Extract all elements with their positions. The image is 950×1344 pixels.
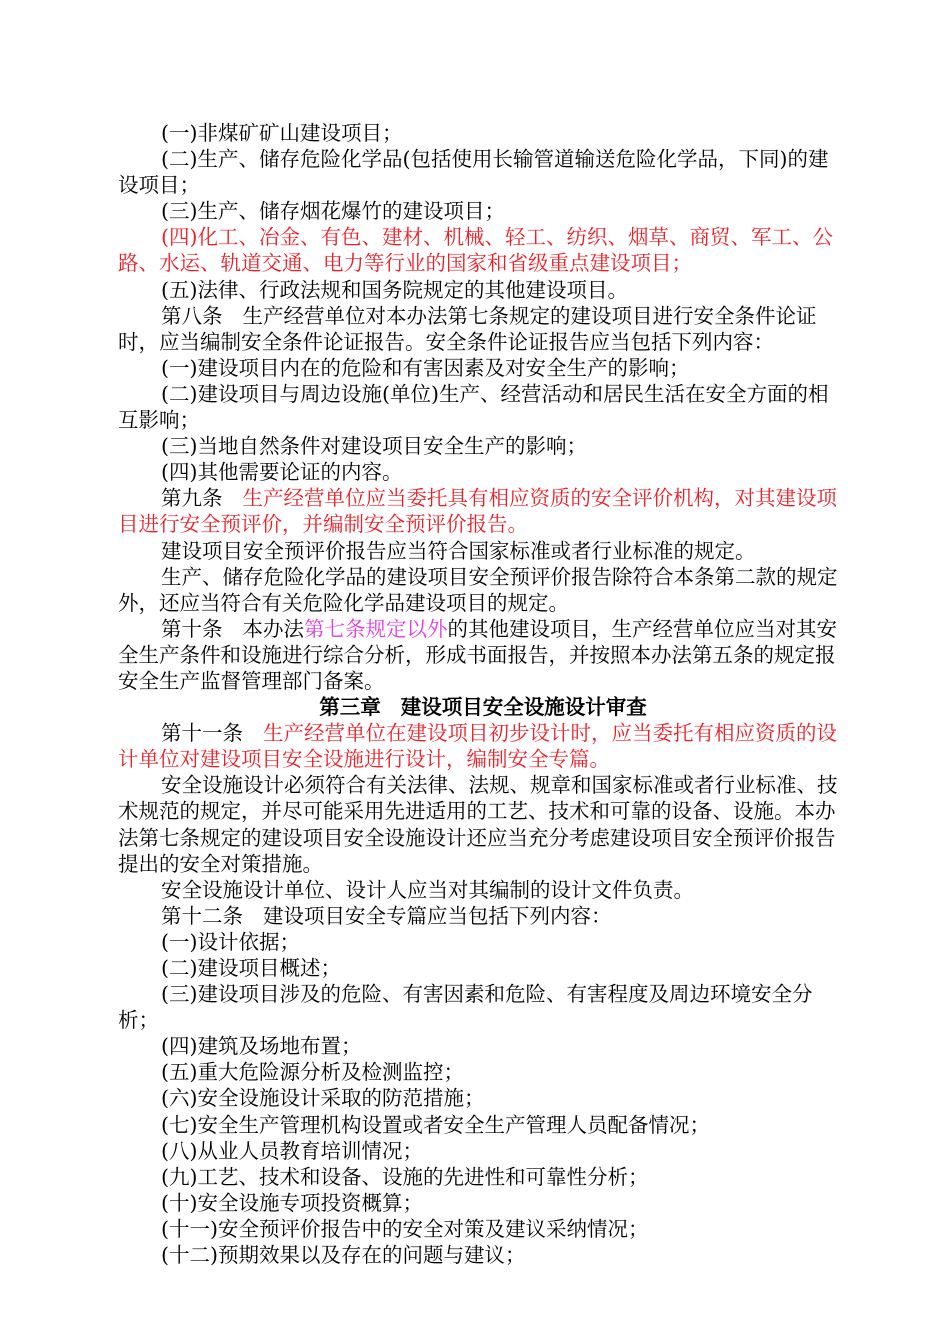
list-item: (九)工艺、技术和设备、设施的先进性和可靠性分析； [161, 1164, 649, 1189]
chapter-title: 建设项目安全设施设计审查 [400, 695, 647, 720]
article-number: 第十条 [161, 616, 223, 641]
paragraph: 生产、储存危险化学品的建设项目安全预评价报告除符合本条第二款的规定外，还应当符合有关危险化学品建设项目的规定。 [118, 564, 838, 615]
list-item: (二)建设项目概述； [161, 956, 341, 980]
list-item: (八)从业人员教育培训情况； [161, 1138, 423, 1163]
article-text: 的其他建设项目，生产经营单位应当对其安全生产条件和设施进行综合分析，形成书面报告，并按照本办法第五条的规定报安全生产监督管理部门备案。 [118, 616, 837, 693]
list-item: (三)当地自然条件对建设项目安全生产的影响； [161, 434, 587, 459]
list-item: (三)建设项目涉及的危险、有害因素和危险、有害程度及周边环境安全分析； [118, 982, 813, 1033]
article-10 [118, 616, 838, 694]
list-item: (二)生产、储存危险化学品(包括使用长输管道输送危险化学品，下同)的建设项目； [118, 147, 829, 198]
list-item: (二)建设项目与周边设施(单位)生产、经营活动和居民生活在安全方面的相互影响； [118, 381, 829, 433]
article-number: 第十一条 [161, 721, 243, 746]
article-text: 生产经营单位对本办法第七条规定的建设项目进行安全条件论证时，应当编制安全条件论证报告。安全条件论证报告应当包括下列内容： [118, 303, 817, 354]
article-number: 第九条 [161, 486, 223, 511]
list-item: (六)安全设施设计采取的防范措施； [161, 1086, 485, 1111]
list-item: (十)安全设施专项投资概算； [161, 1190, 423, 1215]
list-item: (十二)预期效果以及存在的问题与建议； [161, 1243, 526, 1268]
article-text-highlighted: 生产经营单位在建设项目初步设计时，应当委托有相应资质的设计单位对建设项目安全设施进行设计，编制安全专篇。 [118, 721, 837, 772]
article-text-highlighted: 生产经营单位应当委托具有相应资质的安全评价机构，对其建设项目进行安全预评价，并编制安全预评价报告。 [118, 486, 837, 537]
article-text: 本办法 [242, 616, 304, 641]
list-item: (一)设计依据； [161, 929, 300, 954]
list-item: (七)安全生产管理机构设置或者安全生产管理人员配备情况； [161, 1112, 710, 1137]
document-page [118, 120, 838, 1268]
chapter-heading [118, 694, 838, 720]
article-11 [118, 720, 838, 772]
article-12 [118, 903, 838, 929]
article-9 [118, 485, 838, 537]
list-item: (四)其他需要论证的内容。 [161, 460, 403, 485]
list-item: (一)建设项目内在的危险和有害因素及对安全生产的影响； [161, 355, 690, 380]
paragraph: 建设项目安全预评价报告应当符合国家标准或者行业标准的规定。 [161, 538, 756, 563]
paragraph: 安全设施设计必须符合有关法律、法规、规章和国家标准或者行业标准、技术规范的规定，并尽可能采用先进适用的工艺、技术和可靠的设备、设施。本办法第七条规定的建设项目安全设施设计还应当充分考虑建设项目安全预评价报告提出的安全对策措施。 [118, 773, 838, 876]
list-item: (四)建筑及场地布置； [161, 1034, 362, 1059]
list-item: (一)非煤矿矿山建设项目； [161, 121, 403, 145]
article-text: 建设项目安全专篇应当包括下列内容： [263, 903, 612, 928]
paragraph: 安全设施设计单位、设计人应当对其编制的设计文件负责。 [161, 877, 694, 902]
article-number: 第八条 [161, 303, 223, 328]
list-item: (十一)安全预评价报告中的安全对策及建议采纳情况； [161, 1216, 649, 1241]
chapter-number: 第三章 [319, 695, 381, 720]
list-item-highlighted: (四)化工、冶金、有色、建材、机械、轻工、纺织、烟草、商贸、军工、公路、水运、轨道交通、电力等行业的国家和省级重点建设项目； [118, 225, 833, 276]
list-item: (三)生产、储存烟花爆竹的建设项目； [161, 199, 505, 224]
article-number: 第十二条 [161, 903, 243, 928]
article-text-highlighted: 第七条规定以外 [304, 616, 448, 641]
list-item: (五)重大危险源分析及检测监控； [161, 1060, 464, 1085]
article-8 [118, 303, 838, 355]
list-item: (五)法律、行政法规和国务院规定的其他建设项目。 [161, 277, 628, 302]
